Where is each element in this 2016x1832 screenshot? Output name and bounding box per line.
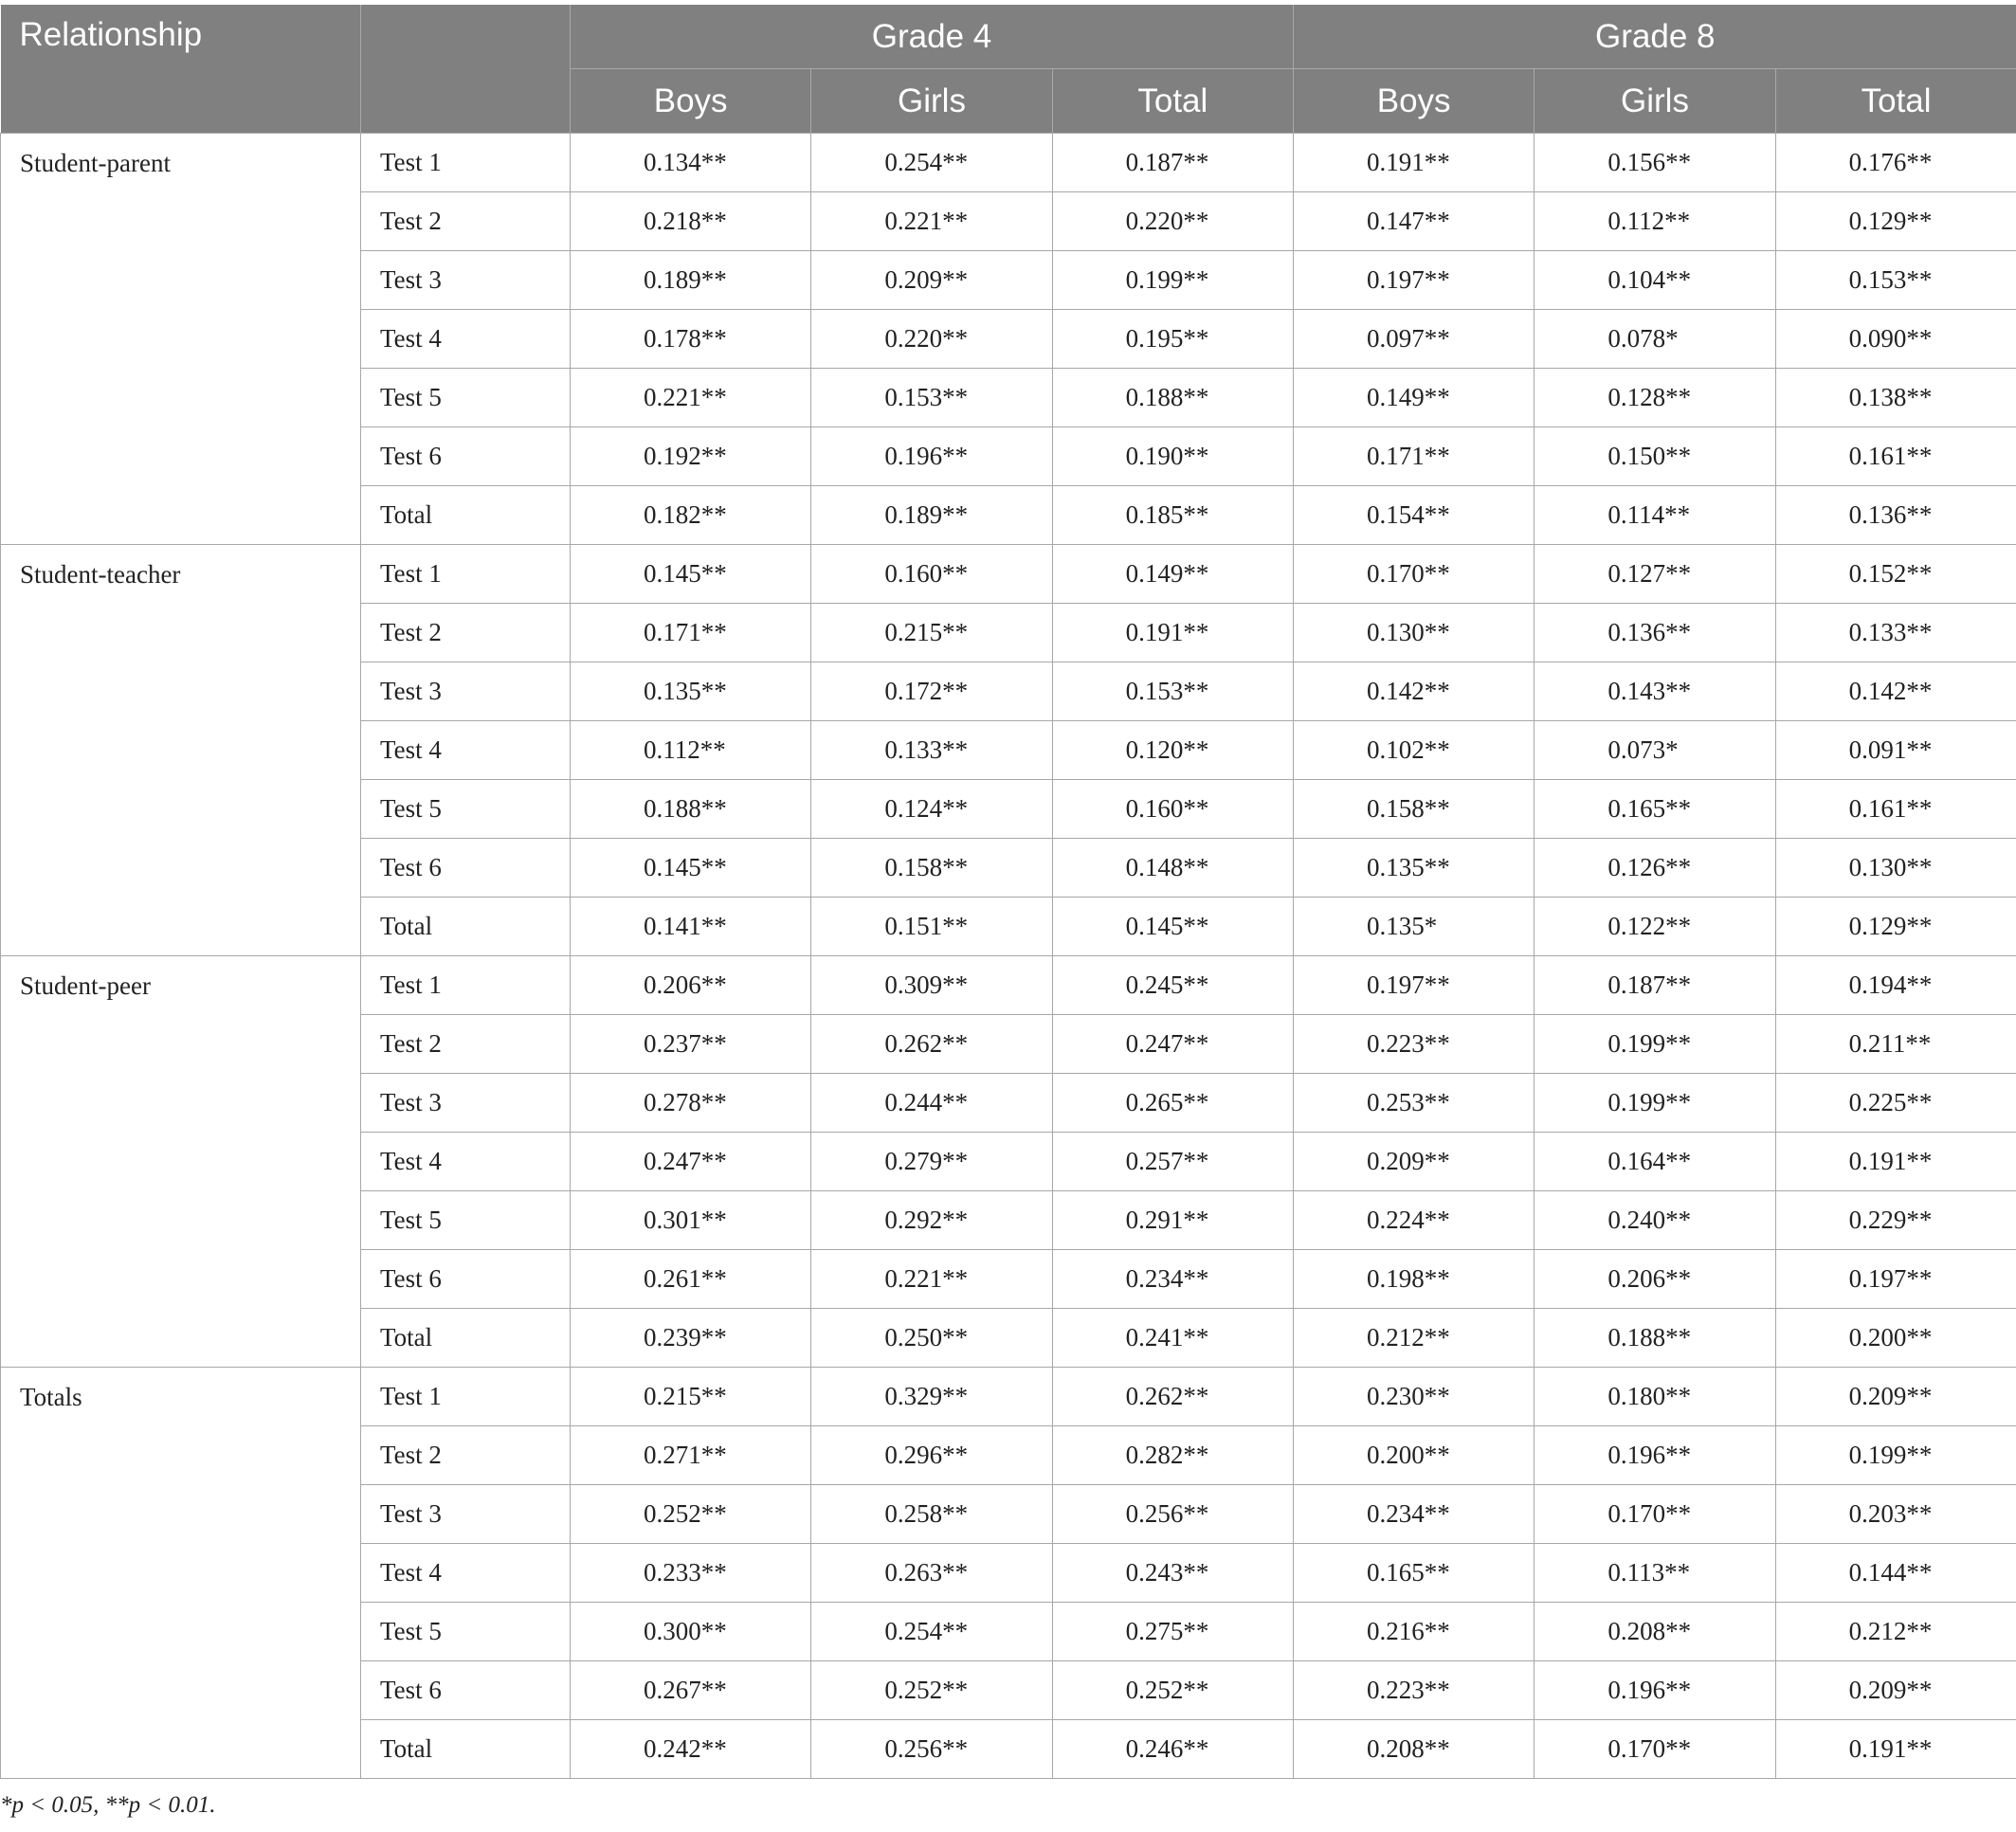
value-cell: 0.246** <box>1052 1720 1293 1779</box>
value-cell: 0.097** <box>1294 310 1535 369</box>
test-label: Test 6 <box>361 1250 571 1309</box>
test-label: Total <box>361 1309 571 1368</box>
value-cell: 0.113** <box>1535 1544 1775 1603</box>
value-cell: 0.247** <box>571 1133 811 1191</box>
value-cell: 0.133** <box>811 721 1052 780</box>
value-cell: 0.185** <box>1052 486 1293 545</box>
value-cell: 0.134** <box>571 134 811 192</box>
table-row <box>1 545 2016 604</box>
header-grade4: Grade 4 <box>571 5 1294 69</box>
value-cell: 0.195** <box>1052 310 1293 369</box>
value-cell: 0.160** <box>811 545 1052 604</box>
table-header <box>1 5 2016 134</box>
test-label: Test 4 <box>361 1544 571 1603</box>
value-cell: 0.189** <box>811 486 1052 545</box>
value-cell: 0.188** <box>571 780 811 839</box>
value-cell: 0.292** <box>811 1191 1052 1250</box>
value-cell: 0.256** <box>1052 1485 1293 1544</box>
value-cell: 0.220** <box>1052 192 1293 251</box>
test-label: Test 4 <box>361 1133 571 1191</box>
value-cell: 0.192** <box>571 427 811 486</box>
value-cell: 0.244** <box>811 1074 1052 1133</box>
value-cell: 0.124** <box>811 780 1052 839</box>
value-cell: 0.135** <box>571 662 811 721</box>
value-cell: 0.300** <box>571 1603 811 1661</box>
value-cell: 0.252** <box>571 1485 811 1544</box>
value-cell: 0.170** <box>1535 1485 1775 1544</box>
value-cell: 0.154** <box>1294 486 1535 545</box>
value-cell: 0.209** <box>1775 1368 2016 1426</box>
value-cell: 0.187** <box>1535 956 1775 1015</box>
value-cell: 0.196** <box>1535 1426 1775 1485</box>
header-grade4-boys: Boys <box>571 69 811 134</box>
value-cell: 0.215** <box>571 1368 811 1426</box>
value-cell: 0.257** <box>1052 1133 1293 1191</box>
value-cell: 0.147** <box>1294 192 1535 251</box>
value-cell: 0.221** <box>811 1250 1052 1309</box>
value-cell: 0.200** <box>1775 1309 2016 1368</box>
value-cell: 0.256** <box>811 1720 1052 1779</box>
value-cell: 0.234** <box>1294 1485 1535 1544</box>
value-cell: 0.180** <box>1535 1368 1775 1426</box>
value-cell: 0.129** <box>1775 192 2016 251</box>
value-cell: 0.243** <box>1052 1544 1293 1603</box>
value-cell: 0.114** <box>1535 486 1775 545</box>
value-cell: 0.265** <box>1052 1074 1293 1133</box>
value-cell: 0.158** <box>811 839 1052 898</box>
value-cell: 0.191** <box>1775 1720 2016 1779</box>
value-cell: 0.158** <box>1294 780 1535 839</box>
value-cell: 0.149** <box>1294 369 1535 427</box>
value-cell: 0.144** <box>1775 1544 2016 1603</box>
value-cell: 0.188** <box>1535 1309 1775 1368</box>
value-cell: 0.282** <box>1052 1426 1293 1485</box>
value-cell: 0.212** <box>1775 1603 2016 1661</box>
value-cell: 0.262** <box>811 1015 1052 1074</box>
value-cell: 0.126** <box>1535 839 1775 898</box>
value-cell: 0.145** <box>571 545 811 604</box>
value-cell: 0.127** <box>1535 545 1775 604</box>
value-cell: 0.170** <box>1535 1720 1775 1779</box>
value-cell: 0.182** <box>571 486 811 545</box>
value-cell: 0.225** <box>1775 1074 2016 1133</box>
header-grade4-total: Total <box>1052 69 1293 134</box>
value-cell: 0.189** <box>571 251 811 310</box>
header-grade8-girls: Girls <box>1535 69 1775 134</box>
relationship-label: Student-peer <box>1 956 361 1368</box>
value-cell: 0.279** <box>811 1133 1052 1191</box>
test-label: Test 5 <box>361 1603 571 1661</box>
value-cell: 0.209** <box>811 251 1052 310</box>
value-cell: 0.196** <box>811 427 1052 486</box>
value-cell: 0.143** <box>1535 662 1775 721</box>
value-cell: 0.160** <box>1052 780 1293 839</box>
value-cell: 0.233** <box>571 1544 811 1603</box>
value-cell: 0.237** <box>571 1015 811 1074</box>
value-cell: 0.187** <box>1052 134 1293 192</box>
value-cell: 0.161** <box>1775 780 2016 839</box>
value-cell: 0.254** <box>811 1603 1052 1661</box>
value-cell: 0.196** <box>1535 1661 1775 1720</box>
value-cell: 0.261** <box>571 1250 811 1309</box>
value-cell: 0.197** <box>1294 251 1535 310</box>
value-cell: 0.247** <box>1052 1015 1293 1074</box>
value-cell: 0.301** <box>571 1191 811 1250</box>
test-label: Test 1 <box>361 134 571 192</box>
table-row <box>1 956 2016 1015</box>
value-cell: 0.209** <box>1775 1661 2016 1720</box>
value-cell: 0.129** <box>1775 898 2016 956</box>
test-label: Total <box>361 898 571 956</box>
value-cell: 0.221** <box>811 192 1052 251</box>
test-label: Test 3 <box>361 1074 571 1133</box>
value-cell: 0.151** <box>811 898 1052 956</box>
value-cell: 0.218** <box>571 192 811 251</box>
value-cell: 0.191** <box>1775 1133 2016 1191</box>
header-blank <box>361 5 571 134</box>
header-grade8: Grade 8 <box>1294 5 2016 69</box>
value-cell: 0.130** <box>1294 604 1535 662</box>
value-cell: 0.152** <box>1775 545 2016 604</box>
test-label: Test 1 <box>361 545 571 604</box>
value-cell: 0.091** <box>1775 721 2016 780</box>
value-cell: 0.135* <box>1294 898 1535 956</box>
value-cell: 0.252** <box>811 1661 1052 1720</box>
value-cell: 0.229** <box>1775 1191 2016 1250</box>
value-cell: 0.216** <box>1294 1603 1535 1661</box>
test-label: Test 2 <box>361 1015 571 1074</box>
value-cell: 0.104** <box>1535 251 1775 310</box>
value-cell: 0.242** <box>571 1720 811 1779</box>
value-cell: 0.128** <box>1535 369 1775 427</box>
relationship-label: Student-parent <box>1 134 361 545</box>
table-row <box>1 1368 2016 1426</box>
value-cell: 0.309** <box>811 956 1052 1015</box>
test-label: Test 3 <box>361 251 571 310</box>
value-cell: 0.171** <box>1294 427 1535 486</box>
test-label: Test 4 <box>361 310 571 369</box>
value-cell: 0.112** <box>1535 192 1775 251</box>
test-label: Test 1 <box>361 956 571 1015</box>
value-cell: 0.291** <box>1052 1191 1293 1250</box>
value-cell: 0.197** <box>1294 956 1535 1015</box>
value-cell: 0.156** <box>1535 134 1775 192</box>
value-cell: 0.215** <box>811 604 1052 662</box>
value-cell: 0.148** <box>1052 839 1293 898</box>
value-cell: 0.199** <box>1775 1426 2016 1485</box>
footnote: *p < 0.05, **p < 0.01. <box>0 1792 216 1818</box>
test-label: Test 3 <box>361 1485 571 1544</box>
value-cell: 0.090** <box>1775 310 2016 369</box>
value-cell: 0.208** <box>1294 1720 1535 1779</box>
test-label: Test 4 <box>361 721 571 780</box>
value-cell: 0.141** <box>571 898 811 956</box>
value-cell: 0.200** <box>1294 1426 1535 1485</box>
value-cell: 0.172** <box>811 662 1052 721</box>
test-label: Total <box>361 486 571 545</box>
value-cell: 0.199** <box>1052 251 1293 310</box>
value-cell: 0.145** <box>1052 898 1293 956</box>
test-label: Test 5 <box>361 780 571 839</box>
value-cell: 0.136** <box>1775 486 2016 545</box>
value-cell: 0.153** <box>1775 251 2016 310</box>
value-cell: 0.296** <box>811 1426 1052 1485</box>
value-cell: 0.239** <box>571 1309 811 1368</box>
value-cell: 0.171** <box>571 604 811 662</box>
value-cell: 0.153** <box>811 369 1052 427</box>
value-cell: 0.199** <box>1535 1015 1775 1074</box>
value-cell: 0.188** <box>1052 369 1293 427</box>
value-cell: 0.262** <box>1052 1368 1293 1426</box>
table-row <box>1 134 2016 192</box>
value-cell: 0.176** <box>1775 134 2016 192</box>
value-cell: 0.102** <box>1294 721 1535 780</box>
test-label: Test 5 <box>361 1191 571 1250</box>
value-cell: 0.164** <box>1535 1133 1775 1191</box>
value-cell: 0.267** <box>571 1661 811 1720</box>
value-cell: 0.178** <box>571 310 811 369</box>
test-label: Test 2 <box>361 604 571 662</box>
value-cell: 0.197** <box>1775 1250 2016 1309</box>
value-cell: 0.241** <box>1052 1309 1293 1368</box>
value-cell: 0.149** <box>1052 545 1293 604</box>
value-cell: 0.234** <box>1052 1250 1293 1309</box>
value-cell: 0.191** <box>1052 604 1293 662</box>
relationship-label: Student-teacher <box>1 545 361 956</box>
value-cell: 0.220** <box>811 310 1052 369</box>
test-label: Test 5 <box>361 369 571 427</box>
table-container <box>0 5 2016 1779</box>
header-grade8-total: Total <box>1775 69 2016 134</box>
value-cell: 0.252** <box>1052 1661 1293 1720</box>
value-cell: 0.278** <box>571 1074 811 1133</box>
table-body <box>1 134 2016 1779</box>
value-cell: 0.263** <box>811 1544 1052 1603</box>
value-cell: 0.138** <box>1775 369 2016 427</box>
value-cell: 0.223** <box>1294 1661 1535 1720</box>
value-cell: 0.198** <box>1294 1250 1535 1309</box>
value-cell: 0.078* <box>1535 310 1775 369</box>
value-cell: 0.199** <box>1535 1074 1775 1133</box>
value-cell: 0.250** <box>811 1309 1052 1368</box>
value-cell: 0.142** <box>1294 662 1535 721</box>
value-cell: 0.209** <box>1294 1133 1535 1191</box>
value-cell: 0.142** <box>1775 662 2016 721</box>
value-cell: 0.122** <box>1535 898 1775 956</box>
value-cell: 0.191** <box>1294 134 1535 192</box>
value-cell: 0.208** <box>1535 1603 1775 1661</box>
value-cell: 0.136** <box>1535 604 1775 662</box>
value-cell: 0.135** <box>1294 839 1535 898</box>
value-cell: 0.190** <box>1052 427 1293 486</box>
value-cell: 0.258** <box>811 1485 1052 1544</box>
value-cell: 0.329** <box>811 1368 1052 1426</box>
test-label: Test 6 <box>361 427 571 486</box>
value-cell: 0.206** <box>571 956 811 1015</box>
header-grade4-girls: Girls <box>811 69 1052 134</box>
value-cell: 0.112** <box>571 721 811 780</box>
header-grade8-boys: Boys <box>1294 69 1535 134</box>
test-label: Test 3 <box>361 662 571 721</box>
value-cell: 0.254** <box>811 134 1052 192</box>
value-cell: 0.145** <box>571 839 811 898</box>
value-cell: 0.245** <box>1052 956 1293 1015</box>
value-cell: 0.275** <box>1052 1603 1293 1661</box>
value-cell: 0.153** <box>1052 662 1293 721</box>
value-cell: 0.150** <box>1535 427 1775 486</box>
value-cell: 0.165** <box>1294 1544 1535 1603</box>
value-cell: 0.224** <box>1294 1191 1535 1250</box>
test-label: Test 6 <box>361 1661 571 1720</box>
header-row-groups <box>1 5 2016 69</box>
value-cell: 0.194** <box>1775 956 2016 1015</box>
test-label: Test 2 <box>361 192 571 251</box>
test-label: Test 2 <box>361 1426 571 1485</box>
value-cell: 0.161** <box>1775 427 2016 486</box>
correlation-table <box>0 5 2016 1779</box>
test-label: Test 6 <box>361 839 571 898</box>
value-cell: 0.165** <box>1535 780 1775 839</box>
value-cell: 0.221** <box>571 369 811 427</box>
test-label: Total <box>361 1720 571 1779</box>
header-relationship: Relationship <box>1 5 361 134</box>
value-cell: 0.223** <box>1294 1015 1535 1074</box>
value-cell: 0.130** <box>1775 839 2016 898</box>
value-cell: 0.271** <box>571 1426 811 1485</box>
value-cell: 0.240** <box>1535 1191 1775 1250</box>
value-cell: 0.206** <box>1535 1250 1775 1309</box>
test-label: Test 1 <box>361 1368 571 1426</box>
value-cell: 0.211** <box>1775 1015 2016 1074</box>
value-cell: 0.203** <box>1775 1485 2016 1544</box>
value-cell: 0.212** <box>1294 1309 1535 1368</box>
value-cell: 0.120** <box>1052 721 1293 780</box>
value-cell: 0.133** <box>1775 604 2016 662</box>
relationship-label: Totals <box>1 1368 361 1779</box>
value-cell: 0.253** <box>1294 1074 1535 1133</box>
value-cell: 0.073* <box>1535 721 1775 780</box>
value-cell: 0.170** <box>1294 545 1535 604</box>
value-cell: 0.230** <box>1294 1368 1535 1426</box>
